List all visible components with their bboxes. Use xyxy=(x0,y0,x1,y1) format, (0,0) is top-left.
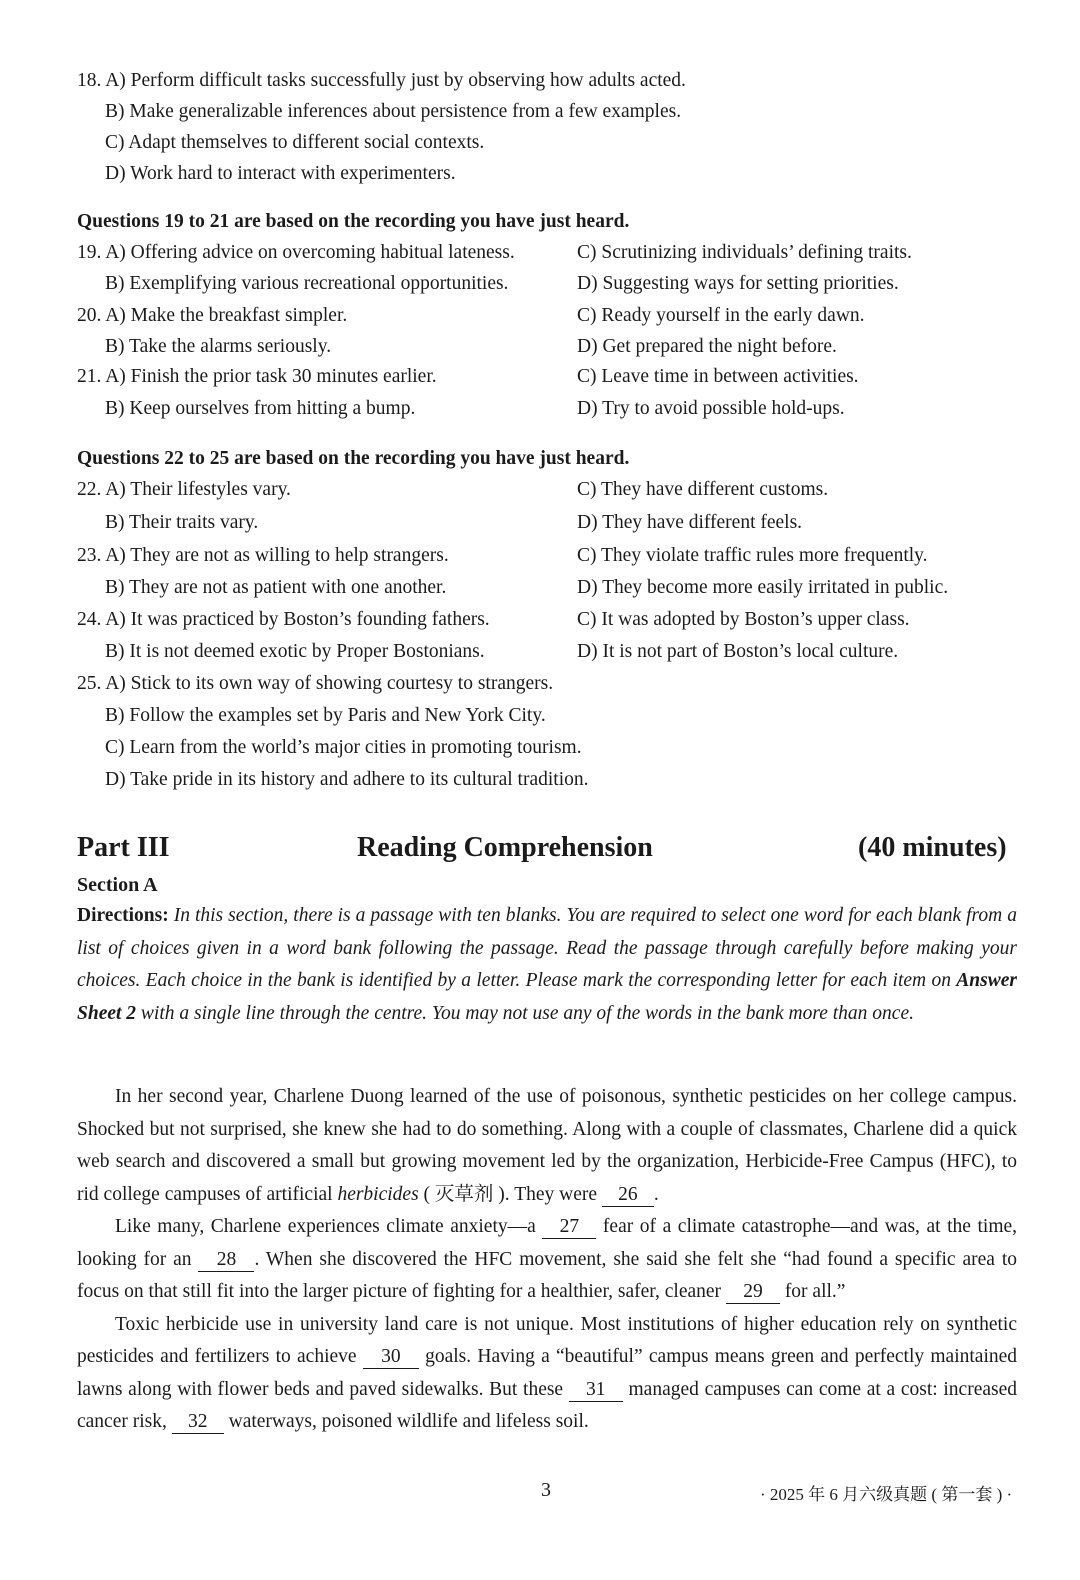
option-a: A) Their lifestyles vary. xyxy=(105,479,291,500)
option-d: D) They have different feels. xyxy=(577,512,803,533)
blank-26: 26 xyxy=(602,1184,654,1207)
part-time: (40 minutes) xyxy=(858,832,1007,863)
herbicides-term: herbicides xyxy=(337,1183,419,1205)
option-b: B) Their traits vary. xyxy=(105,512,259,533)
question-number: 25. xyxy=(77,673,102,694)
option-b: B) They are not as patient with one another. xyxy=(105,577,447,598)
option-b: B) Follow the examples set by Paris and New York City. xyxy=(105,705,546,726)
option-b: B) Exemplifying various recreational opportunities. xyxy=(105,273,509,294)
option-a: A) Stick to its own way of showing courtesy to strangers. xyxy=(105,673,554,694)
question-group-header: Questions 19 to 21 are based on the recording you have just heard. xyxy=(77,211,630,232)
paragraph-2: Like many, Charlene experiences climate anxiety—a 27 fear of a climate catastrophe—and was, at the time, looking for an 28 . When she discovered the HFC movement, she said she felt she “had found a specific area to focus on that still fit into the larger picture of fighting for a healthier, safer, cleaner 29 for all.” xyxy=(77,1216,1018,1302)
option-c: C) Leave time in between activities. xyxy=(577,366,859,387)
question-number: 18. xyxy=(77,70,102,91)
paragraph-1: In her second year, Charlene Duong learned of the use of poisonous, synthetic pesticides on her college campus. Shocked but not surprised, she knew she had to do something. Along with a couple of classmates, Charlene did a quick web search and discovered a small but growing movement led by the organization, Herbicide-Free Campus (HFC), to rid college campuses of artificial herbicides ( 灭草剂 ). They were 26 . xyxy=(77,1086,1017,1205)
directions-label: Directions: xyxy=(77,905,169,926)
option-c: C) They violate traffic rules more frequently. xyxy=(577,545,928,566)
option-c: C) Scrutinizing individuals’ defining traits. xyxy=(577,242,912,263)
option-b: B) Keep ourselves from hitting a bump. xyxy=(105,398,416,419)
question-number: 20. xyxy=(77,305,102,326)
section-heading: Section A xyxy=(77,874,158,896)
option-a: A) Offering advice on overcoming habitual lateness. xyxy=(105,242,515,263)
option-d: D) Suggesting ways for setting priorities. xyxy=(577,273,899,294)
option-c: C) They have different customs. xyxy=(577,479,829,500)
question-20 xyxy=(77,304,347,328)
footer-label: · 2025 年 6 月六级真题 ( 第一套 ) · xyxy=(760,1485,1013,1504)
blank-30: 30 xyxy=(363,1346,419,1369)
option-a: A) They are not as willing to help strangers. xyxy=(105,545,449,566)
blank-28: 28 xyxy=(198,1249,254,1272)
chinese-gloss: ( 灭草剂 ). xyxy=(423,1183,510,1205)
option-c: C) Learn from the world’s major cities in promoting tourism. xyxy=(105,737,582,758)
question-24 xyxy=(77,608,490,632)
question-number: 19. xyxy=(77,242,102,263)
question-21 xyxy=(77,365,437,389)
question-number: 21. xyxy=(77,366,102,387)
option-d: D) Try to avoid possible hold-ups. xyxy=(577,398,845,419)
question-number: 23. xyxy=(77,545,102,566)
option-c: C) Ready yourself in the early dawn. xyxy=(577,305,865,326)
option-b: B) It is not deemed exotic by Proper Bostonians. xyxy=(105,641,485,662)
page-number: 3 xyxy=(541,1479,551,1501)
question-number: 22. xyxy=(77,479,102,500)
question-22 xyxy=(77,478,291,502)
part-title: Reading Comprehension xyxy=(357,832,653,863)
blank-29: 29 xyxy=(726,1281,780,1304)
part-label: Part III xyxy=(77,832,170,863)
question-18 xyxy=(77,69,686,93)
option-a: A) Make the breakfast simpler. xyxy=(105,305,348,326)
option-a: A) It was practiced by Boston’s founding fathers. xyxy=(105,609,490,630)
question-number: 24. xyxy=(77,609,102,630)
answer-sheet-ref: Answer Sheet 2 xyxy=(77,970,1017,1024)
directions-text-2: with a single line through the centre. You may not use any of the words in the bank more than once. xyxy=(140,1002,914,1024)
option-d: D) Take pride in its history and adhere to its cultural tradition. xyxy=(105,769,589,790)
option-a: A) Perform difficult tasks successfully just by observing how adults acted. xyxy=(105,70,686,91)
option-c: C) Adapt themselves to different social contexts. xyxy=(105,132,485,153)
blank-27: 27 xyxy=(542,1216,596,1239)
option-d: D) Get prepared the night before. xyxy=(577,336,837,357)
option-c: C) It was adopted by Boston’s upper class. xyxy=(577,609,910,630)
option-b: B) Take the alarms seriously. xyxy=(105,336,332,357)
question-19 xyxy=(77,241,515,265)
blank-32: 32 xyxy=(172,1411,224,1434)
question-25 xyxy=(77,672,553,696)
option-b: B) Make generalizable inferences about persistence from a few examples. xyxy=(105,101,682,122)
option-a: A) Finish the prior task 30 minutes earlier. xyxy=(105,366,437,387)
directions xyxy=(77,900,1017,1030)
option-d: D) They become more easily irritated in public. xyxy=(577,577,949,598)
directions-text: In this section, there is a passage with ten blanks. You are required to select one word for each blank from a list of choices given in a word bank following the passage. Read the passage through carefully before making your choices. Each choice in the bank is identified by a letter. Please mark the corresponding letter for each item on xyxy=(77,905,1018,992)
blank-31: 31 xyxy=(569,1379,623,1402)
option-d: D) It is not part of Boston’s local culture. xyxy=(577,641,899,662)
option-d: D) Work hard to interact with experimenters. xyxy=(105,163,456,184)
question-group-header: Questions 22 to 25 are based on the recording you have just heard. xyxy=(77,448,630,469)
paragraph-3: Toxic herbicide use in university land care is not unique. Most institutions of higher education rely on synthetic pesticides and fertilizers to achieve 30 goals. Having a “beautiful” campus means green and perfectly maintained lawns along with flower beds and paved sidewalks. But these 31 managed campuses can come at a cost: increased cancer risk, 32 waterways, poisoned wildlife and lifeless soil. xyxy=(77,1313,1018,1432)
question-23 xyxy=(77,544,449,568)
passage xyxy=(77,1081,1017,1439)
